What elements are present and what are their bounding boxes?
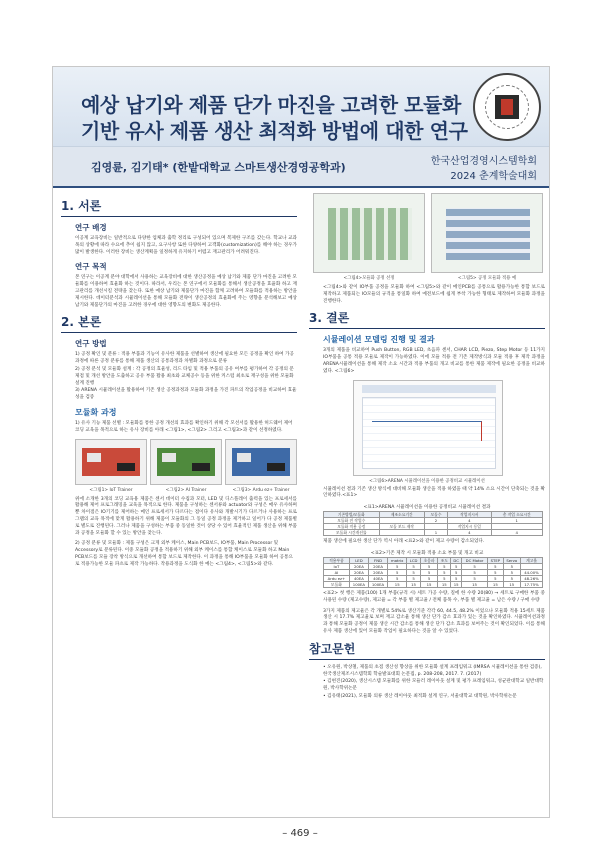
subheading-purpose: 연구 목적 — [75, 262, 107, 272]
table-cell: 5 — [388, 569, 407, 575]
process-application-figure — [431, 193, 543, 273]
section-conclusion: 3. 결론 — [309, 309, 545, 329]
ai-trainer-image — [150, 439, 222, 485]
table-header-cell: 계고율 — [521, 557, 543, 563]
table-cell: 20EA — [368, 569, 387, 575]
section-introduction: 1. 서론 — [61, 197, 297, 217]
table-cell: 5 — [503, 575, 520, 581]
table-cell: 100EA — [368, 581, 387, 587]
table-cell: 5 — [462, 563, 488, 569]
table-cell: 5 — [388, 575, 407, 581]
method-item: 3) ARENA 시뮬레이션을 활용하여 기존 생산 공정과정과 모듈화 과정을 가진 파트의 작업공정을 비교하여 효율성을 검증 — [75, 388, 297, 401]
paragraph-module-process: <그림4>와 같이 IO부품 공정을 모듈화 하여 <그림5>와 같이 메인PCB를 공통으로 활용가능한 통합 보드로 제작하고 제품되는 IO모듈의 규격을 통일화 하여 예전보드에 쉽게 부착 가능한 형태로 제작하여 모듈화 과정을 진행한다. — [323, 285, 545, 304]
table-cell: IoT — [324, 563, 350, 569]
table-cell: 15 — [488, 581, 504, 587]
table2-note: <표2> 첫 행은 제품(100) 1개 부품(규격 시) 세트 가공 수량, 질에 한 수량 20(80) → 세트로 구매한 부품 중 사용된 수량 (제고수량), 제고율 = 각 부품 별 제고율 / 전체 품목 수, 부품 별 제고율 = 남은 수량 / 구매 수량 — [323, 590, 545, 603]
figure-caption: <그림6>ARENA 시뮬레이션을 이용한 공정비교 시뮬레이션 — [369, 478, 485, 484]
table-cell: 15 — [451, 581, 462, 587]
table-header-cell: 제조소요기간 — [379, 512, 424, 518]
conference-event: 2024 춘계학술대회 — [450, 171, 537, 182]
table-header-row — [324, 512, 543, 518]
paragraph-purpose: 본 연구는 이공계 분야 대학에서 사용하는 교육장비에 대한 생산공정을 예상 납기와 제품 단가 마진을 고려한 모듈화를 이용하여 효율화 하는 것이다. 따라서, 우리는 본 연구에서 모듈화를 통해서 생산공정을 효율화 하고 재고관리를 개선시킬 전략을 찾는다. 또한 예상 납기와 제품단가 마진을 함께 고려하여 모듈화를 적용하는 방안을 제시한다. 데이터분석과 시뮬레이션을 통해 모듈화 전략이 생산공정의 효율화에 주는 영향을 분석해보고 예상 납기와 제품단가의 마진을 고려한 경우에 대한 영향도의 변화도 제공한다. — [75, 275, 297, 308]
table-header-cell: 조도 — [438, 557, 451, 563]
modularization-item: 1) 유사 기능 제품 선별 : 모듈화를 통한 공정 개선의 효과를 확인하기 위해 각 모선서를 활용한 허드웨어 제어 코딩 교육을 목적으로 하는 유사 장비를 아래 <그림1>, <그림2> 그리고 <그림3>과 같이 선정하였다. — [75, 420, 293, 433]
table-cell: 15 — [503, 581, 520, 587]
table-header-cell: 초음파 — [420, 557, 438, 563]
table2-caption: <표2>기존 제작 시 모듈화 적용 소요 부품 및 개고 비교 — [370, 550, 484, 556]
subheading-modularization: 모듈화 과정 — [75, 407, 117, 417]
iot-trainer-image — [75, 439, 147, 485]
ardu-trainer-image — [225, 439, 297, 485]
table-cell: 5 — [388, 563, 407, 569]
poster — [52, 66, 550, 818]
table-cell: 모듈화 적용 공정 — [324, 524, 380, 530]
table-cell: 5 — [462, 575, 488, 581]
table-cell: AI — [324, 569, 350, 575]
title-line-1: 예상 납기와 제품 단가 마진을 고려한 모듈화 — [81, 93, 461, 117]
table-header-cell: FND — [368, 557, 387, 563]
table-cell: 40EA — [368, 575, 387, 581]
table-cell: 44.00% — [521, 569, 543, 575]
table-header-row — [324, 557, 543, 563]
table-cell: 5 — [451, 563, 462, 569]
chart-line — [372, 421, 482, 441]
paragraph-trainers: 위에 소개한 3개의 코딩 교육용 제품은 센서 데이터 수집과 모터, LED 및 디스플레이 출력을 있는 프로세서를 활용해 제어 프로그래밍을 교육을 목적으로 한다. 제품을 구성하는 센서류와 actuator와 구성은 매우 유사하며 뿐 차이점은 IO기기를 제어하는 메인 프로세서가 다르다는 점이다 유사와 개발시기가 다르거나 사용하는 프로그램의 교육 목적에 맞게 활용하기 위해 제품이 모듈화의 그 동일 공정 과정을 제거하고 일어가 다 공정 제품별로 별도로 진행된다. 그러나 제품을 구성하는 부품 중 동일한 것이 상당 수 있어 효율적인 제품 생산을 위해 부품과 공정을 모듈화 할 수 있는 방안을 찾는다. — [75, 496, 297, 536]
table-cell — [379, 530, 424, 536]
table1 — [323, 511, 543, 536]
society-logo — [473, 73, 541, 141]
paragraph-conclusion: 3가지 제품의 제고율은 각 개별로 54%로 생산기준 각각 60, 44.5, 48.2% 이었으나 모듈화 적용 15세트 제품 생산 시 17.7% 제고율로 보며 재고 감소율 통해 생산 단가 감소 효과가 있는 것을 확인하였다. 시뮬레이션과정과 통해 모듈화 공정이 제품 생산 시간 감소를 통해 생산 단가 감소 효과를 보여주는 것이 확인되었다. 이를 통해 유사 제품 생산에 있어 모듈화 작업이 필요하다는 것을 알 수 있었다. — [323, 608, 545, 634]
table-cell: 17.75% — [521, 581, 543, 587]
table-cell: 모듈 보드 제작 — [379, 524, 424, 530]
process-figure-captions — [313, 275, 545, 281]
table-cell: 5 — [503, 563, 520, 569]
subheading-background: 연구 배경 — [75, 223, 107, 232]
figure-caption: <그림2> AI Trainer — [165, 487, 207, 493]
table-row — [324, 581, 543, 587]
table-cell: 2 — [424, 518, 447, 524]
table-cell: 5 — [420, 569, 438, 575]
table-cell: 20EA — [368, 563, 387, 569]
table-cell: 40EA — [349, 575, 368, 581]
table-cell: 5 — [503, 569, 520, 575]
modularization-list — [75, 421, 297, 435]
table-header-cell: matrix — [388, 557, 407, 563]
table-cell: 5 — [488, 563, 504, 569]
table-header-cell: 기존방법/모듈화 — [324, 512, 380, 518]
table-cell: 15 — [462, 581, 488, 587]
figure-caption: <그림1> IoT Trainer — [89, 487, 133, 493]
table-cell: 모듈화 — [324, 581, 350, 587]
table-cell: 4 — [448, 518, 491, 524]
table-cell: 작업지시 동일 — [448, 524, 491, 530]
table-header-cell: 작업지시서 — [448, 512, 491, 518]
table-cell: 100EA — [349, 581, 368, 587]
page-number: – 469 – — [282, 828, 318, 839]
table-cell: 4 — [491, 530, 543, 536]
trainer-captions — [75, 487, 297, 493]
table-cell: 4 — [448, 530, 491, 536]
process-list — [75, 541, 297, 568]
reference-item: • 김현진(2020), 생산시스템 모듈화를 위한 모듈러 레이아웃 설계 및 평가 프레임워크, 성균관대학교 일반대학원, 박사학위논문 — [323, 679, 544, 692]
figure-caption: <그림3> Ardu ez+ Trainer — [232, 487, 290, 493]
table-cell: 5 — [420, 563, 438, 569]
table-header-cell: STEP — [488, 557, 504, 563]
table-cell: 15 — [438, 581, 451, 587]
figure-caption: <그림5> 공정 모듈화 적용 예 — [457, 276, 517, 281]
section-body: 2. 본론 — [61, 313, 297, 333]
table-cell: 20EA — [349, 569, 368, 575]
figure-caption: <그림4>모듈화 공정 선정 — [343, 276, 395, 281]
table-header-cell: Servo — [503, 557, 520, 563]
logo-mark-icon — [495, 95, 519, 119]
table-cell: 모듈화 전 작업수 — [324, 518, 380, 524]
table-cell: 5 — [488, 569, 504, 575]
table-cell: 5 — [420, 575, 438, 581]
table-cell: Ardu ez+ — [324, 575, 350, 581]
table-header-cell: 모듈수 — [424, 512, 447, 518]
table-header-cell: DC — [451, 557, 462, 563]
table-cell: 20EA — [349, 563, 368, 569]
table-cell: 5 — [438, 569, 451, 575]
paragraph-simulation: 3개의 제품을 비교하여 Push Button, RGB LED, 초음파 센서, CHAR LCD, Piezo, Step Motor 등 11가지 IO부품을 공통 적용 모듈로 제작이 가능하였다. 이에 모듈 적용 전 기존 제작방식과 모듈 적용 후 제작 과정을 ARENA시뮬레이션을 통해 제작 소요 시간과 적용 부품의 개고 비교를 통한 제품 제작에 필요한 공정을 비교하였다. <그림6> — [323, 348, 545, 374]
arena-simulation-figure — [353, 380, 503, 476]
subheading-simulation: 시뮬레이션 모델링 진행 및 결과 — [323, 335, 435, 345]
reference-item: • 오유원, 박상철, 제품의 초점 생산성 향상을 위한 모듈화 설계 프레임워크 (IMRSA 시뮬레이션을 통한 검증), 한국생산제조시스템학회 학술발표대회 논문집, p. 208-208, 2017. 7. (2017) — [323, 664, 542, 677]
right-column — [309, 193, 545, 702]
table1-caption: <표1>ARENA 시뮬레이션을 이용한 공정비교 시뮬레이션 결과 — [363, 505, 491, 511]
table-cell: 5 — [462, 569, 488, 575]
table-cell: 15 — [407, 581, 420, 587]
process-figures — [313, 193, 545, 273]
table-header-cell: 적용부품 — [324, 557, 350, 563]
table-cell: 5 — [451, 569, 462, 575]
table-header-cell: 총 작업 소요시간 — [491, 512, 543, 518]
reference-item: • 김유태(2021), 모듈화 의류 생산 레이아웃 최적화 설계 연구, 서울대학교 대학원, 박사학위논문 — [323, 693, 517, 699]
table-cell: 모듈화 시간개선률 — [324, 530, 380, 536]
chart-toolbar — [362, 385, 496, 393]
method-item: 1) 공정 확인 및 분류 : 적용 부품과 기능이 유사한 제품을 선별하여 생산에 필요한 모든 공정을 확인 하여 가공 과정에 따른 공정 분류를 통해 제품 생산의 공통과정과 차별화 과정으로 분류 — [75, 352, 294, 365]
paragraph-stock: 제품 생산에 필요한 생산 단가 역시 아래 <표2>와 같이 제고 수량이 감소되었다. — [323, 539, 485, 545]
paragraph-background: 이공계 교육장비는 일반적으로 다양한 업체과 출학 정리로 구성되어 있으며 복제한 구조를 갖는다. 학교나 교과목의 상황에 따라 수요에 추이 쉽지 않고, 요구사항 또한 다양하여 고객화(customization)를 해야 하는 경우가 많이 발생한다. 이러한 장비는 생산계획을 일정하게 유지하기 어렵고 재고관리가 어려워진다. — [75, 236, 297, 255]
conference-name: 한국산업경영시스템학회 — [430, 156, 537, 167]
title-line-2: 기반 유사 제품 생산 최적화 방법에 대한 연구 — [81, 119, 468, 143]
table2 — [323, 557, 543, 588]
table-cell: 5 — [451, 575, 462, 581]
subheading-method: 연구 방법 — [75, 339, 107, 349]
title-band — [53, 67, 550, 146]
table-cell: 5 — [438, 563, 451, 569]
table-cell: 5 — [488, 575, 504, 581]
paragraph-simulation-result: 시뮬레이션 결과 기존 생산 방식에 대비해 모듈화 생산을 적용 하였을 때 약 14% 소요 시간이 단축되는 것을 확인하였다.<표1> — [323, 486, 545, 499]
table-cell: 5 — [407, 569, 420, 575]
table-cell: 15 — [388, 581, 407, 587]
table-row — [324, 530, 543, 536]
section-references: 참고문헌 — [309, 640, 545, 660]
table-cell: 1 — [491, 518, 543, 524]
table-cell: 5 — [438, 575, 451, 581]
table-cell: 48.26% — [521, 575, 543, 581]
process-selection-figure — [313, 193, 425, 273]
method-item: 2) 공정 분석 및 모듈화 설계 : 각 공정의 효율성, 리드 타임 및 적용 부품의 공유 여부를 평가하여 각 공정의 문제점 및 개선 방안을 도출하고 공유 부품 활용 최초와 교체공수 등을 위한 커스텀 최초로 재구성을 위한 모듈화 설계 진행 — [75, 366, 294, 386]
table-cell: 1 — [424, 530, 447, 536]
table-cell: 5 — [407, 575, 420, 581]
left-column — [61, 193, 297, 573]
authors: 김영륜, 김기태* (한밭대학교 스마트생산경영공학과) — [91, 161, 346, 174]
process-item: 2) 공정 분류 및 모듈화 : 제품 구성은 크게 외부 케이스, Main PCB보드, IO부품, Main Processor 및 Accessory로 분류된다. 이중 모듈화 공정을 적용하기 위해 외부 케이스를 통합 케이스로 모듈화 하고 Main PCB보드를 모듈 장착 방식으로 개선하여 통합 보드로 제작한다. 이 과정을 통해 IO부품을 모듈화 하여 공통으로 적용가능한 모듈 파츠로 제작 가능하다. 작용과정을 도식화 한 예는 <그림4>, <그림5>와 같다. — [75, 541, 293, 567]
author-band — [53, 146, 550, 188]
trainer-images — [75, 439, 297, 485]
method-list — [75, 352, 297, 402]
table-header-cell: LED — [349, 557, 368, 563]
table-cell: 5 — [407, 563, 420, 569]
table-header-cell: DC Motor — [462, 557, 488, 563]
table-header-cell: LCD — [407, 557, 420, 563]
table-cell: 15 — [420, 581, 438, 587]
